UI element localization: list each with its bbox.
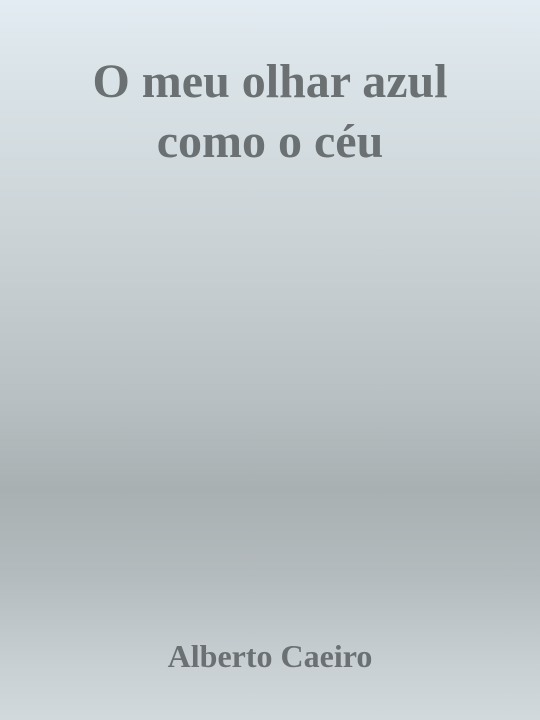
book-title <box>40 52 500 172</box>
book-title-line-1: O meu olhar azul <box>92 55 448 108</box>
book-title-line-2: como o céu <box>156 115 384 168</box>
book-author: Alberto Caeiro <box>167 638 373 674</box>
